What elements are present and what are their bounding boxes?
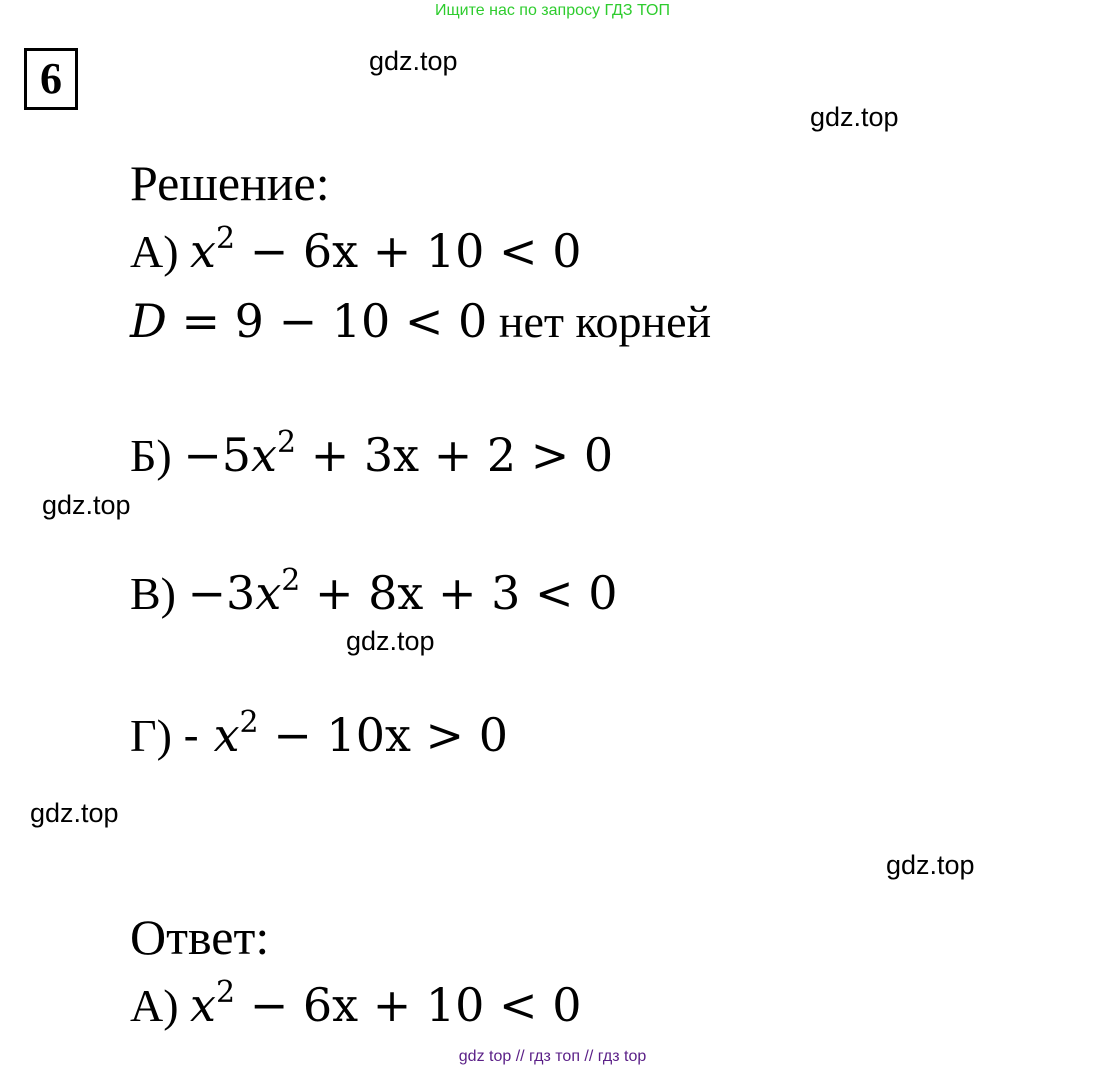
solution-heading: Решение:	[130, 155, 330, 211]
math-variable: x	[190, 224, 216, 278]
watermark: gdz.top	[810, 102, 899, 132]
math-expression: + 8x + 3 < 0	[300, 566, 618, 620]
item-label: Б)	[130, 430, 184, 481]
math-exponent: 2	[216, 221, 236, 256]
answer-item-a	[130, 975, 582, 1032]
solution-item-a	[130, 221, 582, 278]
math-exponent: 2	[277, 425, 297, 460]
math-expression: = 9 − 10 < 0	[166, 294, 488, 348]
math-expression: − 6x + 10 < 0	[235, 224, 582, 278]
item-label: А)	[130, 980, 191, 1031]
math-coefficient: −5	[183, 428, 252, 482]
search-banner: Ищите нас по запросу ГДЗ ТОП	[435, 2, 670, 19]
item-label: А)	[130, 226, 191, 277]
watermark: gdz.top	[30, 798, 119, 828]
math-expression: + 3x + 2 > 0	[296, 428, 614, 482]
math-expression: − 6x + 10 < 0	[235, 978, 582, 1032]
math-variable: x	[190, 978, 216, 1032]
math-variable: x	[255, 566, 282, 620]
answer-heading: Ответ:	[130, 909, 270, 965]
math-coefficient: -	[183, 708, 214, 762]
discriminant-note: нет корней	[487, 296, 712, 347]
watermark: gdz.top	[369, 46, 458, 76]
math-exponent: 2	[281, 563, 301, 598]
math-exponent: 2	[239, 705, 259, 740]
math-expression: − 10x > 0	[258, 708, 508, 762]
solution-item-g	[130, 705, 508, 762]
math-exponent: 2	[216, 975, 236, 1010]
watermark: gdz.top	[886, 850, 975, 880]
math-variable: x	[251, 428, 277, 482]
discriminant-line	[130, 294, 712, 348]
solution-item-v	[130, 563, 618, 620]
watermark: gdz.top	[346, 626, 435, 656]
solution-item-b	[130, 425, 614, 482]
item-label: Г)	[130, 710, 184, 761]
problem-number-badge: 6	[24, 48, 78, 110]
math-variable: x	[213, 708, 240, 762]
math-coefficient: −3	[187, 566, 256, 620]
footer-links: gdz top // гдз топ // гдз top	[458, 1048, 647, 1065]
item-label: В)	[130, 568, 188, 619]
watermark: gdz.top	[42, 490, 131, 520]
math-variable: D	[130, 294, 167, 348]
